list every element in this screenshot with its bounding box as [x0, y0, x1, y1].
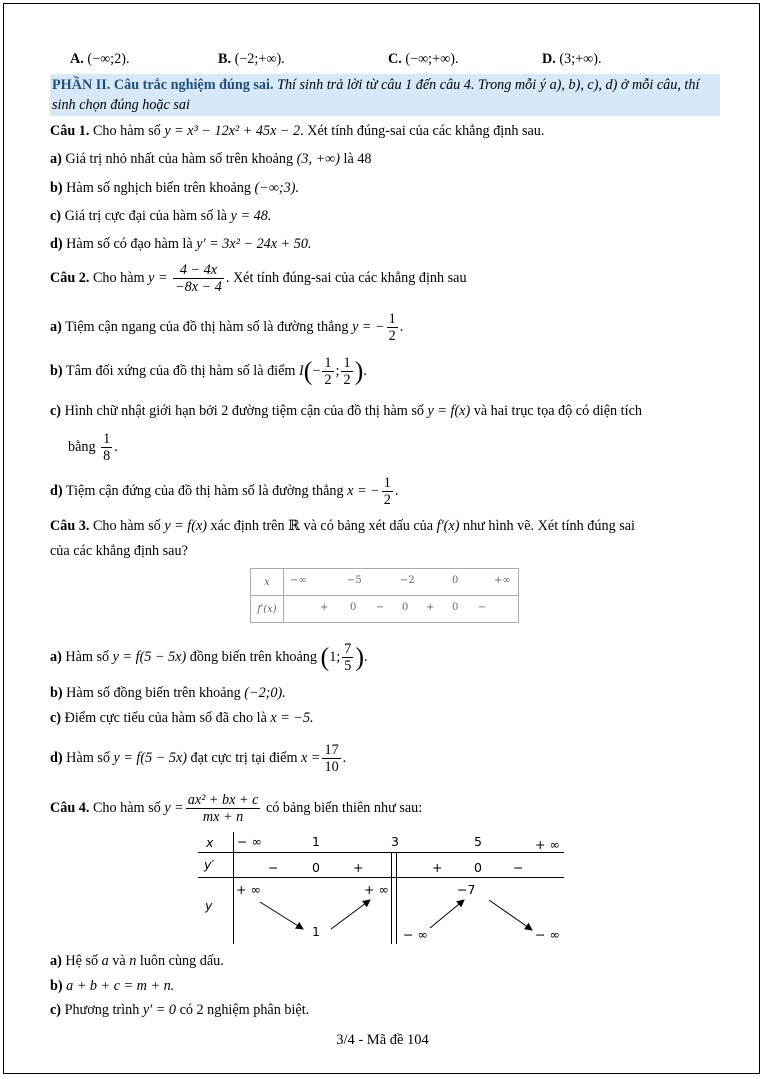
- sign-x-label: x: [251, 569, 284, 596]
- q1-d: d) Hàm số có đạo hàm là y′ = 3x² − 24x + 50.: [50, 236, 312, 252]
- q2-b: b) Tâm đối xứng của đồ thị hàm số là điểm I(− $\frac{1}{2}$ ; $\frac{1}{2}$ ).: [50, 355, 367, 388]
- part-2-label: PHẦN II. Câu trắc nghiệm đúng sai.: [52, 77, 274, 93]
- variation-arrows: [198, 832, 564, 944]
- q2-fraction: $\frac{4 - 4x}{-8x - 4}$: [175, 262, 222, 295]
- q2-stem: Câu 2. Cho hàm y = $\frac{4 - 4x}{-8x - 4}$ . Xét tính đúng-sai của các khẳng định sau: [50, 262, 467, 295]
- q4-b: b) a + b + c = m + n.: [50, 978, 175, 994]
- q3-a: a) Hàm số y = f(5 − 5x) đồng biến trên khoảng (1; $\frac{7}{5}$ ).: [50, 641, 368, 674]
- q1-stem: Câu 1. Cho hàm số y = x³ − 12x² + 45x − 2. Xét tính đúng-sai của các khẳng định sau.: [50, 123, 545, 139]
- q3-stem-cont: của các khẳng định sau?: [50, 543, 188, 559]
- q2-c-cont: bằng $\frac{1}{8}$ .: [68, 431, 118, 464]
- q3-b: b) Hàm số đồng biến trên khoảng (−2;0).: [50, 685, 286, 701]
- option-b: B. (−2;+∞).: [218, 51, 285, 67]
- sign-fp-label: f′(x): [251, 596, 284, 623]
- q4-c: c) Phương trình y′ = 0 có 2 nghiệm phân biệt.: [50, 1002, 310, 1018]
- q1-a: a) Giá trị nhỏ nhất của hàm số trên khoảng (3, +∞) là 48: [50, 151, 372, 167]
- exam-page: [3, 3, 760, 1074]
- variation-table: x y′ y − ∞ 1 3 5 + ∞ − 0 + + 0 − + ∞ 1 + ∞ − ∞ −7 − ∞: [198, 832, 564, 944]
- q2-c: c) Hình chữ nhật giới hạn bởi 2 đường tiệm cận của đồ thị hàm số y = f(x) và hai trục tọa độ có diện tích: [50, 403, 642, 419]
- q3-d: d) Hàm số y = f(5 − 5x) đạt cực trị tại điểm x = $\frac{17}{10}$ .: [50, 742, 347, 775]
- q1-c: c) Giá trị cực đại của hàm số là y = 48.: [50, 208, 272, 224]
- var-y-label: y: [205, 898, 213, 913]
- option-a: A. (−∞;2).: [70, 51, 130, 67]
- q4-a: a) Hệ số a và n luôn cùng dấu.: [50, 953, 224, 969]
- var-yp-label: y′: [204, 857, 215, 872]
- sign-table: x −∞ −5 −2 0 +∞ f′(x) + 0 − 0 + 0 −: [250, 568, 519, 623]
- option-d: D. (3;+∞).: [542, 51, 602, 67]
- option-c: C. (−∞;+∞).: [388, 51, 459, 67]
- q4-stem: Câu 4. Cho hàm số y = $\frac{\text{ax² + bx + c}}{mx + n}$ có bảng biến thiên như sau:: [50, 792, 423, 825]
- q1-b: b) Hàm số nghịch biến trên khoảng (−∞;3).: [50, 180, 300, 196]
- q4-fraction: $\frac{\text{ax² + bx + c}}{mx + n}$: [187, 792, 259, 825]
- q2-d: d) Tiệm cận đứng của đồ thị hàm số là đường thẳng x = − $\frac{1}{2}$ .: [50, 475, 399, 508]
- var-x-label: x: [206, 835, 214, 850]
- part-2-instruction: Thí sinh trả lời từ câu 1 đến câu 4. Trong mỗi ý a), b), c), d) ở mỗi câu, thí sinh chọn đúng hoặc sai: [52, 77, 700, 113]
- q3-stem: Câu 3. Cho hàm số y = f(x) xác định trên ℝ và có bảng xét dấu của f′(x) như hình vẽ. Xét tính đúng sai: [50, 518, 635, 534]
- part-2-header: [50, 74, 720, 116]
- q3-c: c) Điểm cực tiểu của hàm số đã cho là x = −5.: [50, 710, 314, 726]
- page-footer: 3/4 - Mã đề 104: [336, 1032, 429, 1048]
- q2-a: a) Tiệm cận ngang của đồ thị hàm số là đường thẳng y = − $\frac{1}{2}$ .: [50, 311, 404, 344]
